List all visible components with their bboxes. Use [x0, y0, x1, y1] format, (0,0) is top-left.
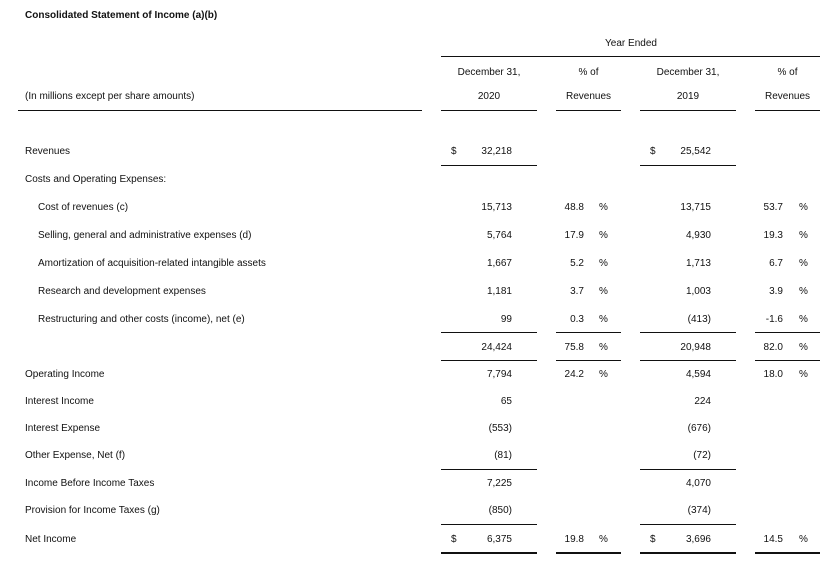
divider	[441, 360, 537, 361]
value-2020: (553)	[488, 423, 512, 434]
divider	[441, 165, 537, 166]
double-rule	[441, 552, 537, 554]
value-2020: 15,713	[481, 202, 512, 213]
currency-2019: $	[650, 534, 656, 545]
pct-2020: 24.2	[564, 369, 584, 380]
col-pct2019-header-line1: % of	[777, 67, 798, 78]
value-2020: 65	[500, 396, 512, 407]
pct-sign-2020: %	[599, 286, 608, 297]
divider	[640, 110, 736, 111]
value-2020: 7,225	[486, 478, 512, 489]
currency-2020: $	[451, 534, 457, 545]
pct-2019: 3.9	[769, 286, 783, 297]
divider	[556, 110, 621, 111]
pct-2020: 19.8	[564, 534, 584, 545]
row-label: Other Expense, Net (f)	[25, 450, 126, 461]
value-2020: 1,667	[486, 258, 512, 269]
value-2019: 25,542	[680, 146, 711, 157]
value-2020: 6,375	[486, 534, 512, 545]
pct-2019: 6.7	[769, 258, 783, 269]
pct-sign-2019: %	[799, 369, 808, 380]
divider	[441, 469, 537, 470]
value-2020: 1,181	[486, 286, 512, 297]
col-2020-header-line2: 2020	[477, 91, 501, 102]
pct-sign-2019: %	[799, 230, 808, 241]
pct-2020: 5.2	[570, 258, 584, 269]
statement-title: Consolidated Statement of Income (a)(b)	[25, 10, 218, 21]
pct-sign-2019: %	[799, 258, 808, 269]
value-2020: 99	[500, 314, 512, 325]
value-2019: 4,070	[685, 478, 711, 489]
double-rule	[640, 552, 736, 554]
year-ended-header: Year Ended	[605, 38, 657, 49]
row-label: Operating Income	[25, 369, 105, 380]
divider	[755, 332, 820, 333]
row-label: Selling, general and administrative expenses (d)	[38, 230, 252, 241]
divider	[556, 332, 621, 333]
currency-2019: $	[650, 146, 656, 157]
pct-sign-2019: %	[799, 202, 808, 213]
row-label: Research and development expenses	[38, 286, 206, 297]
value-2019: (374)	[687, 505, 711, 516]
divider	[640, 524, 736, 525]
divider	[18, 110, 422, 111]
value-2019: (676)	[687, 423, 711, 434]
pct-2019: 18.0	[763, 369, 783, 380]
pct-sign-2020: %	[599, 202, 608, 213]
divider	[755, 360, 820, 361]
row-label: Interest Income	[25, 396, 94, 407]
pct-sign-2019: %	[799, 314, 808, 325]
col-2020-header-line1: December 31,	[457, 67, 521, 78]
value-2019: 224	[694, 396, 711, 407]
pct-sign-2020: %	[599, 342, 608, 353]
value-2019: 4,930	[685, 230, 711, 241]
value-2020: 32,218	[481, 146, 512, 157]
divider	[640, 360, 736, 361]
value-2020: (81)	[494, 450, 512, 461]
pct-sign-2020: %	[599, 258, 608, 269]
pct-2019: 19.3	[763, 230, 783, 241]
value-2019: 3,696	[685, 534, 711, 545]
value-2019: 20,948	[680, 342, 711, 353]
pct-sign-2020: %	[599, 369, 608, 380]
value-2020: 5,764	[486, 230, 512, 241]
divider	[640, 469, 736, 470]
double-rule	[556, 552, 621, 554]
value-2020: 7,794	[486, 369, 512, 380]
pct-2020: 48.8	[564, 202, 584, 213]
pct-2019: -1.6	[765, 314, 783, 325]
row-label: Revenues	[25, 146, 71, 157]
divider	[640, 332, 736, 333]
pct-2020: 0.3	[570, 314, 584, 325]
pct-sign-2019: %	[799, 342, 808, 353]
pct-2019: 53.7	[763, 202, 783, 213]
row-label: Provision for Income Taxes (g)	[25, 505, 160, 516]
row-label: Amortization of acquisition-related intangible assets	[38, 258, 266, 269]
row-label: Net Income	[25, 534, 77, 545]
value-2019: 13,715	[680, 202, 711, 213]
col-pct2020-header-line1: % of	[578, 67, 599, 78]
col-pct2020-header-line2: Revenues	[565, 91, 612, 102]
divider	[755, 110, 820, 111]
pct-sign-2020: %	[599, 314, 608, 325]
value-2019: (72)	[693, 450, 711, 461]
row-label: Costs and Operating Expenses:	[25, 174, 167, 185]
row-label: Cost of revenues (c)	[38, 202, 129, 213]
row-label: Restructuring and other costs (income), net (e)	[38, 314, 245, 325]
double-rule	[755, 552, 820, 554]
units-note: (In millions except per share amounts)	[25, 91, 195, 102]
value-2019: 1,713	[685, 258, 711, 269]
col-2019-header-line2: 2019	[676, 91, 700, 102]
col-pct2019-header-line2: Revenues	[764, 91, 811, 102]
pct-2020: 17.9	[564, 230, 584, 241]
value-2020: 24,424	[481, 342, 512, 353]
currency-2020: $	[451, 146, 457, 157]
pct-sign-2020: %	[599, 230, 608, 241]
divider	[640, 165, 736, 166]
pct-2020: 75.8	[564, 342, 584, 353]
row-label: Income Before Income Taxes	[25, 478, 155, 489]
value-2020: (850)	[488, 505, 512, 516]
pct-2019: 82.0	[763, 342, 783, 353]
divider	[441, 56, 820, 57]
col-2019-header-line1: December 31,	[656, 67, 720, 78]
divider	[556, 360, 621, 361]
row-label: Interest Expense	[25, 423, 101, 434]
divider	[441, 332, 537, 333]
pct-2019: 14.5	[763, 534, 783, 545]
divider	[441, 524, 537, 525]
divider	[441, 110, 537, 111]
pct-sign-2020: %	[599, 534, 608, 545]
pct-sign-2019: %	[799, 534, 808, 545]
pct-sign-2019: %	[799, 286, 808, 297]
value-2019: (413)	[687, 314, 711, 325]
value-2019: 1,003	[685, 286, 711, 297]
value-2019: 4,594	[685, 369, 711, 380]
pct-2020: 3.7	[570, 286, 584, 297]
